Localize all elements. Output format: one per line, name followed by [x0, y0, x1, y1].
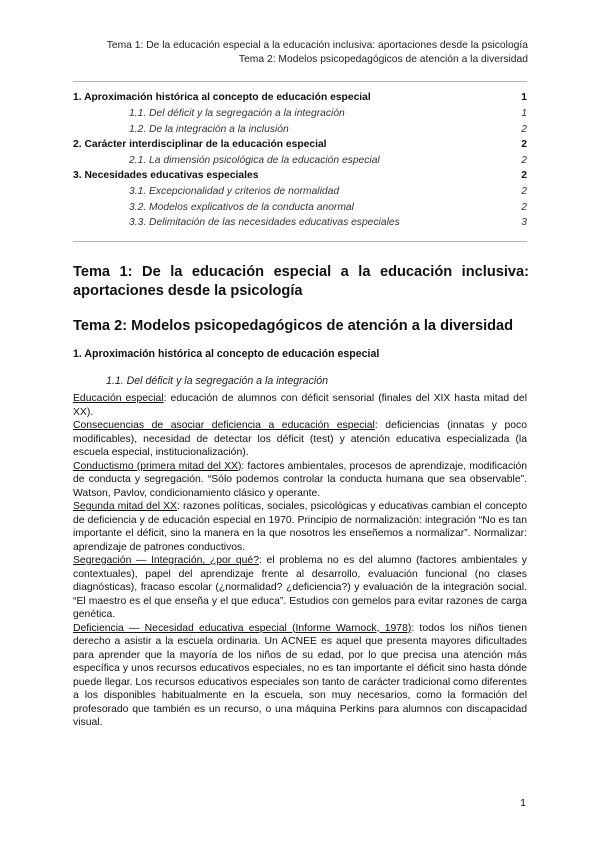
page-number: 1 [520, 797, 526, 809]
toc-entry-page: 2 [521, 170, 527, 181]
toc-entry-2-1[interactable] [73, 153, 527, 168]
paragraph-term: Conductismo (primera mitad del XX) [73, 460, 242, 472]
paragraph-text: : todos los niños tienen derecho a asistir a la escuela ordinaria. Un ACNEE es aquel que presenta mayores dificultades para aprender que la mayoría de los niños de su edad, por lo que precisa una atención más específica y unos recursos educativos especiales, no es tan importante el déficit sino hasta dónde puede llegar. Los recursos educativos especiales son tanto de carácter tradicional como diferentes a los disponibles habitualmente en la escuela, son muy necesarios, como la formación del profesorado que también es un recurso, o una máquina Perkins para alumnos con discapacidad visual. [73, 622, 527, 728]
paragraph-term: Deficiencia — Necesidad educativa especial (Informe Warnock, 1978) [73, 622, 412, 634]
paragraph-educacion-especial [73, 392, 527, 419]
paragraph-conductismo [73, 460, 527, 501]
paragraph-consecuencias [73, 419, 527, 460]
paragraph-text: : razones políticas, sociales, psicológicas y educativas cambian el concepto de deficiencia y de educación especial en 1970. Principio de normalización: integración “No es tan importante el déficit, sino la manera en la que nosotros les enseñemos a normalizar”. Normalizar: aprendizaje de patrones conductivos. [73, 501, 527, 553]
toc-entry-label: 3.1. Excepcionalidad y criterios de normalidad [129, 186, 340, 197]
paragraph-deficiencia-nee [73, 622, 527, 730]
toc-entry-page: 2 [521, 124, 527, 135]
toc-entry-page: 1 [521, 108, 527, 119]
toc-entry-label: 3.2. Modelos explicativos de la conducta anormal [129, 202, 354, 213]
paragraph-segunda-mitad [73, 500, 527, 554]
tema1-heading-line1: Tema 1: De la educación especial a la educación inclusiva: [73, 264, 529, 280]
tema2-heading: Tema 2: Modelos psicopedagógicos de atención a la diversidad [73, 318, 514, 334]
toc-entry-page: 2 [521, 139, 527, 150]
toc-entry-1[interactable] [73, 90, 527, 105]
paragraph-term: Segunda mitad del XX [73, 501, 177, 512]
toc-entry-page: 2 [521, 202, 527, 213]
paragraph-term: Educación especial [73, 393, 164, 404]
tema1-heading-line2: aportaciones desde la psicología [73, 283, 303, 299]
toc-entry-label: 3.3. Delimitación de las necesidades educativas especiales [129, 217, 400, 228]
toc-entry-3-2[interactable] [73, 200, 527, 215]
toc-entry-label: 1.2. De la integración a la inclusión [129, 124, 289, 135]
body-text [73, 392, 527, 730]
toc-entry-1-1[interactable] [73, 106, 527, 121]
running-header-line2: Tema 2: Modelos psicopedagógicos de atención a la diversidad [238, 54, 528, 65]
toc-bottom-divider [73, 241, 527, 242]
toc-entry-1-2[interactable] [73, 122, 527, 137]
paragraph-segregacion-integracion [73, 554, 527, 622]
toc-entry-label: 1. Aproximación histórica al concepto de educación especial [73, 92, 371, 103]
paragraph-text: : educación de alumnos con déficit sensorial (finales del XIX hasta mitad del XX). [73, 393, 527, 418]
toc-entry-2[interactable] [73, 137, 527, 152]
paragraph-text: : factores ambientales, procesos de aprendizaje, modificación de conducta y segregación. “Sólo podemos controlar la conducta humana que sea observable”. Watson, Pavlov, condicionamiento clásico y operante. [73, 460, 528, 499]
paragraph-term: Consecuencias de asociar deficiencia a educación especial [73, 420, 375, 431]
toc-entry-page: 1 [521, 92, 527, 103]
toc-entry-page: 3 [521, 217, 527, 228]
toc-entry-page: 2 [521, 155, 527, 166]
toc-top-divider [73, 81, 527, 82]
paragraph-text: : deficiencias (innatas y poco modificables), necesidad de detectar los déficit (test) y atención educativa especializada (la escuela especial, institucionalización). [73, 420, 527, 458]
toc-entry-3-1[interactable] [73, 184, 527, 199]
toc-entry-label: 2. Carácter interdisciplinar de la educación especial [73, 139, 327, 150]
toc-entry-page: 2 [521, 186, 527, 197]
toc-entry-label: 2.1. La dimensión psicológica de la educación especial [129, 155, 380, 166]
tema1-heading [73, 263, 529, 301]
paragraph-term: Segregación — Integración, ¿por qué? [73, 555, 259, 566]
toc-entry-3[interactable] [73, 168, 527, 183]
paragraph-text: : el problema no es del alumno (factores ambientales y contextuales), papel del aprendizaje frente al desarrollo, evaluación funcional (no clases diagnósticas), fracaso escolar (¿normalidad? ¿deficiencia?) y evaluación de la integración social. “El maestro es el que enseña y el que educa”. Estudios con gemelos para evitar razones de carga genética. [73, 555, 527, 620]
section-1-heading: 1. Aproximación histórica al concepto de educación especial [73, 348, 380, 360]
toc-entry-label: 3. Necesidades educativas especiales [73, 170, 259, 181]
subsection-1-1-heading: 1.1. Del déficit y la segregación a la integración [106, 375, 329, 387]
toc-entry-3-3[interactable] [73, 215, 527, 230]
running-header-line1: Tema 1: De la educación especial a la educación inclusiva: aportaciones desde la psicología [106, 40, 528, 51]
toc-entry-label: 1.1. Del déficit y la segregación a la integración [129, 108, 345, 119]
